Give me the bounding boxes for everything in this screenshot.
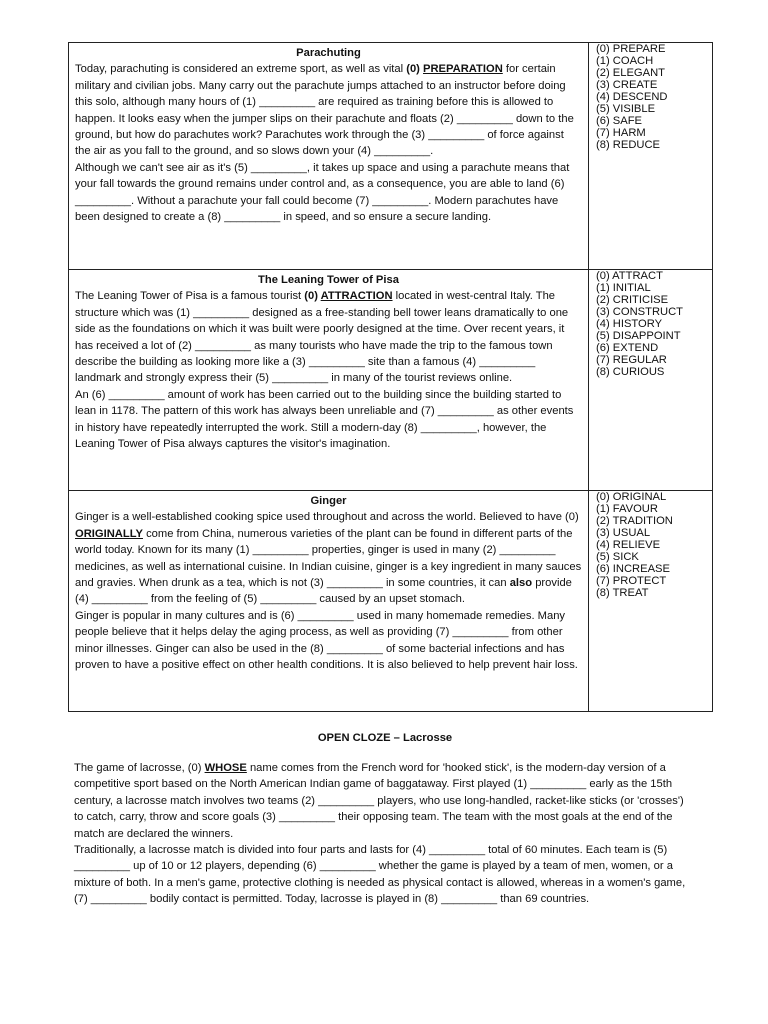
word-list <box>589 43 712 151</box>
cloze-title: OPEN CLOZE – Lacrosse <box>317 732 453 744</box>
word-list-cell <box>589 491 713 712</box>
stem-word: (2) ELEGANT <box>596 67 666 79</box>
stem-word: (8) TREAT <box>596 587 649 599</box>
section-paragraph: An (6) _________ amount of work has been carried out to the building since the building started to lean in 1178. The pattern of this work has always been unreliable and (7) _________ as other events in history have repeatedly interrupted the work. Still a modern-day (8) _________, however, the Leaning Tower of Pisa always captures the visitor's imagination. <box>75 388 574 451</box>
stem-word: (7) HARM <box>596 127 646 139</box>
section-row-pisa <box>69 270 713 491</box>
section-text-cell <box>69 43 589 270</box>
stem-word: (6) INCREASE <box>596 563 670 575</box>
stem-word: (6) EXTEND <box>596 342 659 354</box>
section-text-cell <box>69 270 589 491</box>
stem-word: (7) PROTECT <box>596 575 667 587</box>
section-paragraph: Although we can't see air as it's (5) _________, it takes up space and using a parachute means that your fall towards the ground remains under control and, as a consequence, you are able to land (6) _________. Without a parachute your fall could become (7) _________. Modern parachutes have been designed to create a (8) _________ in speed, and so ensure a secure landing. <box>75 161 570 224</box>
section-paragraph: The Leaning Tower of Pisa is a famous tourist (0) ATTRACTION located in west-central Italy. The structure which was (1) _________ designed as a free-standing bell tower leans dramatically to one side as the foundations on which it was built were poorly designed at the time. Over recent years, it has received a lot of (2) _________ as many tourists who have made the trip to the famous town describe the building as looking more like a (3) _________ site than a famous (4) _________ landmark and strongly express their (5) _________ in many of the tourist reviews online. <box>75 290 569 385</box>
stem-word: (0) ATTRACT <box>596 270 663 282</box>
open-cloze-section <box>74 730 696 908</box>
example-answer: WHOSE <box>204 762 247 774</box>
stem-word: (0) ORIGINAL <box>596 491 667 503</box>
section-title: The Leaning Tower of Pisa <box>258 274 399 286</box>
section-paragraph: Today, parachuting is considered an extreme sport, as well as vital (0) PREPARATION for certain military and civilian jobs. Many carry out the parachute jumps attached to an instructor before doing this solo, although many hours of (1) _________ are required as training before this is allowed to happen. It looks easy when the jumper slips on their parachute and floats (2) _________ down to the ground, but how do parachutes work? Parachutes work through the (3) _________ of force against the air as you fall to the ground, and so slows down your (4) _________. <box>75 63 574 158</box>
stem-word: (2) TRADITION <box>596 515 673 527</box>
bold-text: (0) <box>304 290 321 303</box>
stem-word: (5) VISIBLE <box>596 103 656 115</box>
word-list-cell <box>589 270 713 491</box>
stem-word: (0) PREPARE <box>596 43 666 55</box>
word-formation-table <box>68 42 713 712</box>
section-paragraph: Ginger is popular in many cultures and is (6) _________ used in many homemade remedies. Many people believe that it helps delay the aging process, as well as providing (7) _________ from other minor illnesses. Ginger can also be used in the (8) _________ of some bacterial infections and has proven to have a positive effect on other health conditions. It is also believed to help prevent hair loss. <box>75 609 578 672</box>
section-title: Ginger <box>310 495 347 507</box>
example-answer: PREPARATION <box>423 63 503 76</box>
stem-word: (5) SICK <box>596 551 639 563</box>
section-title: Parachuting <box>296 47 361 59</box>
stem-word: (8) REDUCE <box>596 139 661 151</box>
stem-word: (3) USUAL <box>596 527 651 539</box>
stem-word: (4) DESCEND <box>596 91 668 103</box>
stem-word: (4) RELIEVE <box>596 539 661 551</box>
word-list <box>589 270 712 378</box>
stem-word: (1) COACH <box>596 55 654 67</box>
stem-word: (2) CRITICISE <box>596 294 669 306</box>
cloze-paragraph: The game of lacrosse, (0) WHOSE name comes from the French word for 'hooked stick', is the modern-day version of a competitive sport based on the North American Indian game of baggataway. First played (1) _________ early as the 15th century, a lacrosse match involves two teams (2) _________ players, who use long-handled, racket-like sticks (or 'crosses') to catch, carry, throw and score goals (3) _________ their opposing team. The team with the most goals at the end of the match are declared the winners. <box>74 762 684 840</box>
section-text-cell <box>69 491 589 712</box>
word-list-cell <box>589 43 713 270</box>
cloze-paragraph: Traditionally, a lacrosse match is divided into four parts and lasts for (4) _________ total of 60 minutes. Each team is (5) _________ up of 10 or 12 players, depending (6) _________ whether the game is played by a team of men, women, or a mixture of both. In a men's game, protective clothing is needed as physical contact is allowed, whereas in a women's game, (7) _________ bodily contact is permitted. Today, lacrosse is played in (8) _________ than 69 countries. <box>74 844 686 906</box>
stem-word: (1) FAVOUR <box>596 503 658 515</box>
stem-word: (1) INITIAL <box>596 282 651 294</box>
section-row-ginger <box>69 491 713 712</box>
stem-word: (5) DISAPPOINT <box>596 330 681 342</box>
section-paragraph: Ginger is a well-established cooking spice used throughout and across the world. Believed to have (0) ORIGINALLY come from China, numerous varieties of the plant can be found in different parts of the world today. Known for its many (1) _________ properties, ginger is used in many (2) _________ medicines, as well as international cuisine. In Indian cuisine, ginger is a key ingredient in many sauces and gravies. When drunk as a tea, which is not (3) _________ in some countries, it can also provide (4) _________ from the feeling of (5) _________ caused by an upset stomach. <box>75 511 582 606</box>
stem-word: (3) CONSTRUCT <box>596 306 684 318</box>
example-answer: ATTRACTION <box>320 290 393 303</box>
stem-word: (6) SAFE <box>596 115 643 127</box>
stem-word: (3) CREATE <box>596 79 658 91</box>
section-row-parachuting <box>69 43 713 270</box>
example-answer: ORIGINALLY <box>75 527 143 540</box>
stem-word: (7) REGULAR <box>596 354 667 366</box>
stem-word: (4) HISTORY <box>596 318 663 330</box>
word-list <box>589 491 712 599</box>
bold-text: also <box>509 577 533 590</box>
bold-text: (0) <box>406 63 424 76</box>
stem-word: (8) CURIOUS <box>596 366 665 378</box>
